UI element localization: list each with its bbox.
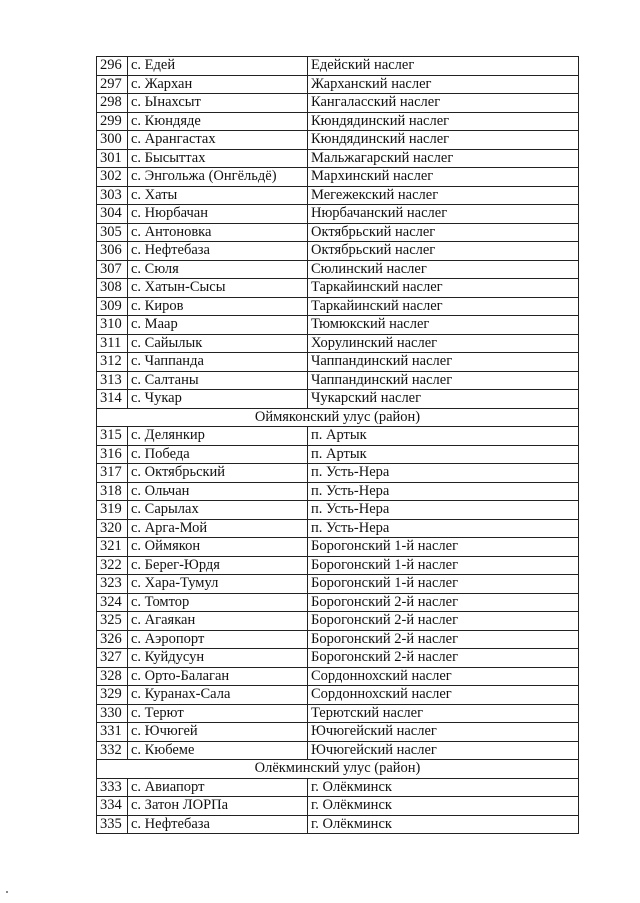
municipality-name: Кюндядинский наслег [308,112,579,131]
settlement-name: с. Нефтебаза [128,815,308,834]
row-number: 316 [97,445,128,464]
table-row [97,149,579,168]
row-number: 331 [97,723,128,742]
settlement-name: с. Победа [128,445,308,464]
settlement-name: с. Антоновка [128,223,308,242]
settlement-name: с. Хатын-Сысы [128,279,308,298]
row-number: 333 [97,778,128,797]
settlement-name: с. Жархан [128,75,308,94]
row-number: 314 [97,390,128,409]
settlement-name: с. Арангастах [128,131,308,150]
table-row [97,482,579,501]
table-row [97,815,579,834]
table-row [97,686,579,705]
row-number: 330 [97,704,128,723]
row-number: 309 [97,297,128,316]
settlement-name: с. Ольчан [128,482,308,501]
row-number: 310 [97,316,128,335]
settlement-name: с. Нюрбачан [128,205,308,224]
settlement-name: с. Едей [128,57,308,76]
table-row [97,186,579,205]
settlement-name: с. Авиапорт [128,778,308,797]
row-number: 299 [97,112,128,131]
row-number: 308 [97,279,128,298]
settlement-name: с. Оймякон [128,538,308,557]
table-row [97,353,579,372]
table-row [97,242,579,261]
document-page [96,56,578,834]
settlement-name: с. Аэропорт [128,630,308,649]
municipality-name: Мальжагарский наслег [308,149,579,168]
table-row [97,297,579,316]
municipality-name: Борогонский 2-й наслег [308,649,579,668]
municipality-name: Едейский наслег [308,57,579,76]
table-row [97,538,579,557]
table-row [97,112,579,131]
table-row [97,260,579,279]
municipality-name: Чаппандинский наслег [308,353,579,372]
table-row [97,519,579,538]
table-row [97,205,579,224]
row-number: 328 [97,667,128,686]
municipality-name: п. Усть-Нера [308,519,579,538]
row-number: 296 [97,57,128,76]
municipality-name: Борогонский 1-й наслег [308,556,579,575]
section-header: Олёкминский улус (район) [97,760,579,779]
table-row [97,334,579,353]
row-number: 334 [97,797,128,816]
municipality-name: Хорулинский наслег [308,334,579,353]
row-number: 306 [97,242,128,261]
settlement-name: с. Нефтебаза [128,242,308,261]
municipality-name: Таркайинский наслег [308,297,579,316]
settlement-name: с. Маар [128,316,308,335]
municipality-name: Жарханский наслег [308,75,579,94]
table-row [97,741,579,760]
settlement-name: с. Делянкир [128,427,308,446]
settlement-name: с. Агаякан [128,612,308,631]
settlements-table-body [97,57,579,834]
table-row [97,575,579,594]
settlement-name: с. Томтор [128,593,308,612]
row-number: 324 [97,593,128,612]
municipality-name: г. Олёкминск [308,797,579,816]
settlement-name: с. Куйдусун [128,649,308,668]
row-number: 315 [97,427,128,446]
municipality-name: Борогонский 2-й наслег [308,593,579,612]
table-row [97,464,579,483]
settlement-name: с. Хаты [128,186,308,205]
row-number: 311 [97,334,128,353]
settlement-name: с. Ынахсыт [128,94,308,113]
settlement-name: с. Орто-Балаган [128,667,308,686]
scan-artifact [6,891,8,893]
table-row [97,223,579,242]
municipality-name: Тюмюкский наслег [308,316,579,335]
row-number: 335 [97,815,128,834]
municipality-name: п. Усть-Нера [308,501,579,520]
table-row [97,630,579,649]
row-number: 327 [97,649,128,668]
settlement-name: с. Затон ЛОРПа [128,797,308,816]
municipality-name: Борогонский 1-й наслег [308,538,579,557]
row-number: 304 [97,205,128,224]
settlement-name: с. Энгольжа (Онгёльдё) [128,168,308,187]
settlement-name: с. Сайылык [128,334,308,353]
row-number: 298 [97,94,128,113]
municipality-name: Сордоннохский наслег [308,667,579,686]
row-number: 318 [97,482,128,501]
municipality-name: Таркайинский наслег [308,279,579,298]
municipality-name: Мегежекский наслег [308,186,579,205]
municipality-name: Октябрьский наслег [308,223,579,242]
settlement-name: с. Чукар [128,390,308,409]
municipality-name: п. Артык [308,427,579,446]
row-number: 332 [97,741,128,760]
table-row [97,667,579,686]
table-row [97,612,579,631]
settlement-name: с. Киров [128,297,308,316]
settlement-name: с. Куранах-Сала [128,686,308,705]
municipality-name: Ючюгейский наслег [308,741,579,760]
table-row [97,797,579,816]
municipality-name: Сюлинский наслег [308,260,579,279]
table-row [97,556,579,575]
municipality-name: Борогонский 2-й наслег [308,612,579,631]
table-row [97,723,579,742]
settlement-name: с. Октябрьский [128,464,308,483]
table-row [97,75,579,94]
row-number: 326 [97,630,128,649]
row-number: 329 [97,686,128,705]
row-number: 307 [97,260,128,279]
settlement-name: с. Хара-Тумул [128,575,308,594]
municipality-name: Октябрьский наслег [308,242,579,261]
municipality-name: Мархинский наслег [308,168,579,187]
settlement-name: с. Терют [128,704,308,723]
table-row [97,593,579,612]
row-number: 297 [97,75,128,94]
municipality-name: Ючюгейский наслег [308,723,579,742]
table-row [97,501,579,520]
section-header: Оймяконский улус (район) [97,408,579,427]
row-number: 320 [97,519,128,538]
row-number: 323 [97,575,128,594]
row-number: 319 [97,501,128,520]
row-number: 303 [97,186,128,205]
row-number: 301 [97,149,128,168]
row-number: 312 [97,353,128,372]
table-row [97,704,579,723]
settlement-name: с. Сарылах [128,501,308,520]
table-row [97,649,579,668]
municipality-name: Борогонский 1-й наслег [308,575,579,594]
municipality-name: Кангаласский наслег [308,94,579,113]
table-row [97,279,579,298]
table-row [97,131,579,150]
row-number: 313 [97,371,128,390]
row-number: 300 [97,131,128,150]
municipality-name: п. Усть-Нера [308,464,579,483]
table-row [97,445,579,464]
settlement-name: с. Сюля [128,260,308,279]
settlement-name: с. Бысыттах [128,149,308,168]
municipality-name: п. Артык [308,445,579,464]
settlement-name: с. Салтаны [128,371,308,390]
municipality-name: Нюрбачанский наслег [308,205,579,224]
settlement-name: с. Кюбеме [128,741,308,760]
settlements-table [96,56,579,834]
municipality-name: п. Усть-Нера [308,482,579,501]
municipality-name: Борогонский 2-й наслег [308,630,579,649]
row-number: 302 [97,168,128,187]
municipality-name: г. Олёкминск [308,778,579,797]
settlement-name: с. Чаппанда [128,353,308,372]
table-row [97,94,579,113]
row-number: 321 [97,538,128,557]
row-number: 317 [97,464,128,483]
settlement-name: с. Арга-Мой [128,519,308,538]
municipality-name: Чаппандинский наслег [308,371,579,390]
table-row [97,371,579,390]
settlement-name: с. Ючюгей [128,723,308,742]
table-row [97,57,579,76]
table-row [97,168,579,187]
table-row [97,427,579,446]
municipality-name: г. Олёкминск [308,815,579,834]
table-row [97,778,579,797]
section-header-row [97,760,579,779]
row-number: 325 [97,612,128,631]
settlement-name: с. Берег-Юрдя [128,556,308,575]
row-number: 305 [97,223,128,242]
municipality-name: Терютский наслег [308,704,579,723]
settlement-name: с. Кюндяде [128,112,308,131]
section-header-row [97,408,579,427]
table-row [97,390,579,409]
municipality-name: Чукарский наслег [308,390,579,409]
table-row [97,316,579,335]
row-number: 322 [97,556,128,575]
municipality-name: Кюндядинский наслег [308,131,579,150]
municipality-name: Сордоннохский наслег [308,686,579,705]
